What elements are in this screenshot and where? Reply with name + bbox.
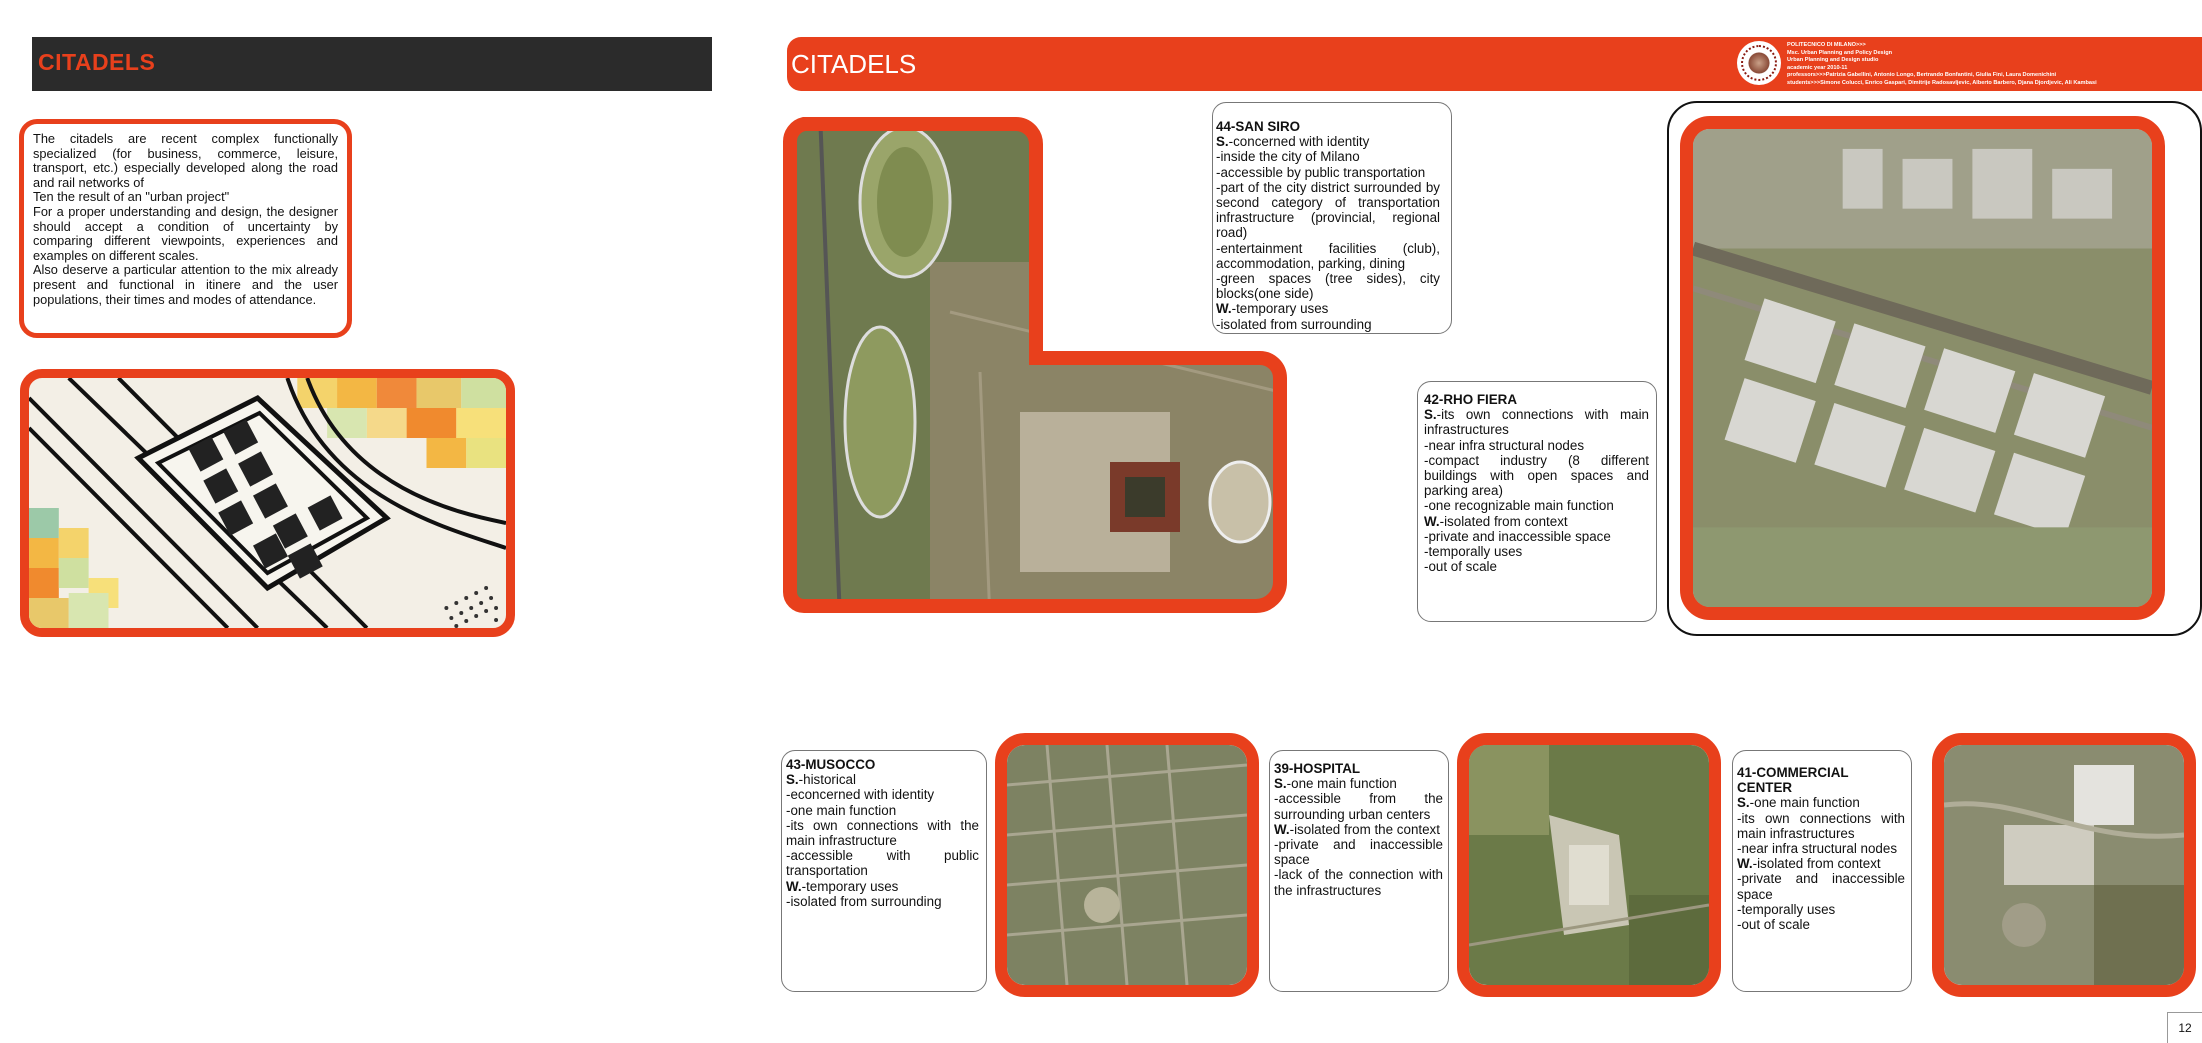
intro-paragraph-2: Ten the result of an "urban project" [33,189,230,205]
case-line: -accessible by public transportation [1216,164,1426,180]
intro-paragraph-1: The citadels are recent complex functionally specialized (for business, commerce, leisure, transport, etc.) especially developed along the road and rail networks of [33,131,338,190]
case-line: -green spaces (tree sides), city blocks(one side) [1216,271,1440,302]
intro-paragraph-3: For a proper understanding and design, the designer should accept a condition of uncertainty by comparing different viewpoints, experiences and examples on different scales. [33,203,338,263]
san-siro-title: 44-SAN SIRO [1216,119,1301,134]
musocco-title: 43-MUSOCCO [786,757,876,772]
san-siro-text-box [1212,102,1452,334]
hospital-aerial-image [1457,733,1721,997]
university-seal-icon [1737,41,1781,85]
credit-line: Urban Planning and Design studio [1787,57,1879,64]
case-line: -private and inaccessible space [1737,871,1905,902]
left-page-title: CITADELS [38,49,156,75]
case-line: -near infra structural nodes [1737,841,1898,857]
case-line: -lack of the connection with the infrastructures [1274,867,1443,898]
left-header-band [32,37,712,91]
rho-fiera-text-box [1417,381,1657,622]
credit-line: academic year 2010-11 [1787,64,1848,71]
case-line: W.-isolated from context [1424,513,1568,529]
case-line: W.-isolated from the context [1274,821,1440,837]
case-line: -temporally uses [1737,901,1836,917]
case-line: -one main function [786,802,897,818]
commercial-center-text-box [1732,750,1912,992]
case-line: -inside the city of Milano [1216,149,1360,165]
case-line: S.-one main function [1274,776,1397,792]
case-line: S.-its own connections with main infrastructures [1424,407,1649,438]
hospital-text-box [1269,750,1449,992]
credit-line: POLITECNICO DI MILANO>>> [1787,42,1866,48]
case-line: W.-isolated from context [1737,856,1881,872]
credit-line: professors>>>Patrizia Gabellini, Antonio Longo, Bertrando Bonfantini, Giulia Fini, Laura Domenichini [1787,72,2057,79]
case-line: -near infra structural nodes [1424,437,1585,453]
intro-paragraph-4: Also deserve a particular attention to the mix already present and functional in itinere and the user populations, their times and modes of attendance. [33,262,338,307]
intro-text-box [19,119,352,338]
commercial-center-title: 41-COMMERCIAL CENTER [1737,765,1849,796]
case-line: -accessible from the surrounding urban centers [1274,791,1443,822]
rho-fiera-aerial-image [1680,116,2165,620]
case-line: -part of the city district surrounded by second category of transportation infrastructure (provincial, regional road) [1216,179,1440,241]
credit-line: Msc. Urban Planning and Policy Design [1787,49,1893,56]
case-line: -private and inaccessible space [1424,528,1611,544]
commercial-center-aerial-image [1932,733,2196,997]
case-line: -accessible with public transportation [786,848,979,879]
case-line: -compact industry (8 different buildings with open spaces and parking area) [1424,452,1649,499]
case-line: S.-historical [786,772,856,788]
case-line: -out of scale [1737,917,1810,933]
case-line: -isolated from surrounding [786,893,942,909]
case-line: -out of scale [1424,559,1497,575]
musocco-text-box [781,750,987,992]
case-line: -temporally uses [1424,544,1523,560]
case-line: -its own connections with the main infrastructure [786,817,979,849]
case-line: -econcerned with identity [786,787,935,803]
case-line: -one recognizable main function [1424,498,1614,514]
right-header-band [787,37,2202,91]
case-line: W.-temporary uses [786,878,899,894]
case-line: -isolated from surrounding [1216,316,1372,332]
citadel-diagram [20,369,515,637]
hospital-title: 39-HOSPITAL [1274,761,1361,776]
case-line: -its own connections with main infrastructures [1737,810,1905,841]
credits-block [1787,42,2097,88]
rho-fiera-title: 42-RHO FIERA [1424,392,1518,407]
case-line: -private and inaccessible space [1274,837,1443,868]
case-line: S.-one main function [1737,795,1860,811]
musocco-aerial-image [995,733,1259,997]
case-line: S.-concerned with identity [1216,134,1370,150]
page-number: 12 [2167,1012,2202,1043]
case-line: -entertainment facilities (club), accommodation, parking, dining [1216,240,1440,271]
right-page-title: CITADELS [791,49,917,79]
credit-line: students>>>Simone Colucci, Enrico Gaspari, Dimitrije Radosavljevic, Alberto Barbero, Djana Djordjevic, Ali Kambasi [1787,79,2097,86]
case-line: W.-temporary uses [1216,301,1329,317]
diagram-graphic [29,378,506,628]
